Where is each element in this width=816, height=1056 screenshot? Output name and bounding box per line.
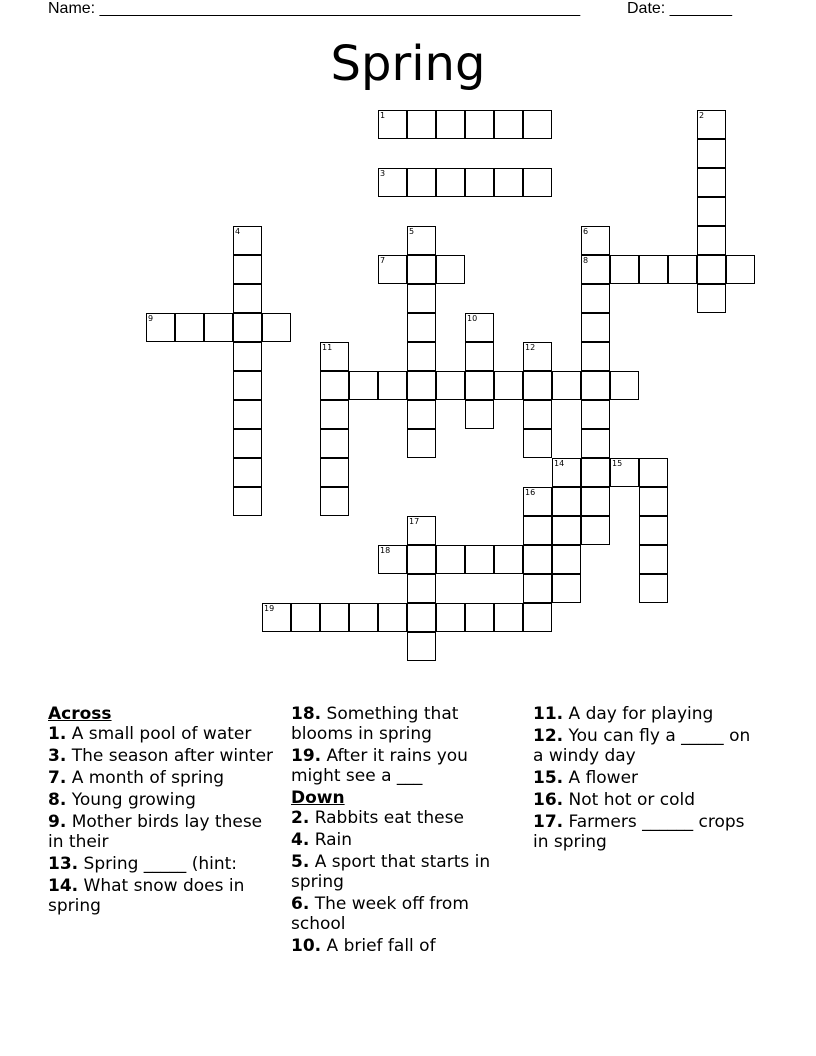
grid-cell[interactable] xyxy=(436,603,465,632)
grid-cell[interactable] xyxy=(436,545,465,574)
grid-cell[interactable] xyxy=(581,487,610,516)
clue-number: 15. xyxy=(533,768,564,788)
grid-cell[interactable] xyxy=(436,371,465,400)
cell-number: 17 xyxy=(409,517,420,526)
clue-text: Rain xyxy=(314,830,353,850)
clue-across-3 xyxy=(48,746,278,766)
cell-number: 3 xyxy=(380,169,386,178)
clue-down-10 xyxy=(291,936,511,956)
grid-cell[interactable] xyxy=(610,371,639,400)
clue-down-11 xyxy=(533,704,763,724)
cell-number: 2 xyxy=(699,111,705,120)
grid-cell[interactable] xyxy=(407,574,436,603)
grid-cell[interactable] xyxy=(465,371,494,400)
clue-number: 5. xyxy=(291,852,310,872)
grid-cell[interactable] xyxy=(697,139,726,168)
grid-cell[interactable] xyxy=(523,516,552,545)
grid-cell[interactable] xyxy=(581,371,610,400)
grid-cell[interactable] xyxy=(523,371,552,400)
clue-number: 11. xyxy=(533,704,564,724)
grid-cell[interactable] xyxy=(233,429,262,458)
grid-cell[interactable] xyxy=(233,255,262,284)
grid-cell[interactable] xyxy=(262,313,291,342)
clue-down-15 xyxy=(533,768,763,788)
clue-text: Young growing xyxy=(71,790,196,810)
grid-cell[interactable] xyxy=(494,168,523,197)
clue-number: 19. xyxy=(291,746,322,766)
cell-number: 19 xyxy=(264,604,275,613)
puzzle-title: Spring xyxy=(330,36,486,92)
clue-text: Mother birds lay these in their xyxy=(48,812,263,852)
clue-text: After it rains you might see a ___ xyxy=(291,746,468,786)
grid-cell[interactable] xyxy=(320,371,349,400)
cell-number: 8 xyxy=(583,256,589,265)
grid-cell[interactable] xyxy=(378,545,407,574)
clue-down-16 xyxy=(533,790,763,810)
grid-cell[interactable] xyxy=(233,487,262,516)
grid-cell[interactable] xyxy=(291,603,320,632)
grid-cell[interactable] xyxy=(349,603,378,632)
grid-cell[interactable] xyxy=(465,342,494,371)
grid-cell[interactable] xyxy=(581,226,610,255)
grid-cell[interactable] xyxy=(407,255,436,284)
clue-text: A flower xyxy=(568,768,639,788)
grid-cell[interactable] xyxy=(581,400,610,429)
grid-cell[interactable] xyxy=(378,603,407,632)
grid-cell[interactable] xyxy=(697,197,726,226)
cell-number: 7 xyxy=(380,256,386,265)
clue-text: A day for playing xyxy=(568,704,714,724)
across-heading: Across xyxy=(48,704,112,724)
clue-number: 14. xyxy=(48,876,79,896)
grid-cell[interactable] xyxy=(407,545,436,574)
grid-cell[interactable] xyxy=(436,255,465,284)
clue-number: 13. xyxy=(48,854,79,874)
grid-cell[interactable] xyxy=(175,313,204,342)
grid-cell[interactable] xyxy=(378,371,407,400)
grid-cell[interactable] xyxy=(465,110,494,139)
clue-across-8 xyxy=(48,790,278,810)
grid-cell[interactable] xyxy=(320,603,349,632)
grid-cell[interactable] xyxy=(523,110,552,139)
grid-cell[interactable] xyxy=(320,342,349,371)
grid-cell[interactable] xyxy=(639,574,668,603)
clue-text: A brief fall of xyxy=(326,936,436,956)
clue-text: Rabbits eat these xyxy=(314,808,464,828)
grid-cell[interactable] xyxy=(407,226,436,255)
grid-cell[interactable] xyxy=(436,168,465,197)
grid-cell[interactable] xyxy=(407,313,436,342)
clue-text: Farmers ______ crops in spring xyxy=(533,812,745,852)
grid-cell[interactable] xyxy=(552,371,581,400)
grid-cell[interactable] xyxy=(146,313,175,342)
cell-number: 5 xyxy=(409,227,415,236)
grid-cell[interactable] xyxy=(697,226,726,255)
clue-number: 9. xyxy=(48,812,67,832)
cell-number: 15 xyxy=(612,459,623,468)
grid-cell[interactable] xyxy=(610,255,639,284)
grid-cell[interactable] xyxy=(523,429,552,458)
clue-down-6 xyxy=(291,894,511,934)
grid-cell[interactable] xyxy=(494,603,523,632)
grid-cell[interactable] xyxy=(581,255,610,284)
grid-cell[interactable] xyxy=(465,545,494,574)
clue-text: A small pool of water xyxy=(71,724,252,744)
grid-cell[interactable] xyxy=(581,284,610,313)
grid-cell[interactable] xyxy=(581,516,610,545)
grid-cell[interactable] xyxy=(407,400,436,429)
grid-cell[interactable] xyxy=(523,487,552,516)
grid-cell[interactable] xyxy=(523,545,552,574)
grid-cell[interactable] xyxy=(233,400,262,429)
grid-cell[interactable] xyxy=(668,255,697,284)
grid-cell[interactable] xyxy=(262,603,291,632)
clue-across-13 xyxy=(48,854,278,874)
grid-cell[interactable] xyxy=(465,400,494,429)
grid-cell[interactable] xyxy=(407,516,436,545)
date-field-label: Date: _______ xyxy=(627,0,732,17)
grid-cell[interactable] xyxy=(523,168,552,197)
clue-number: 2. xyxy=(291,808,310,828)
grid-cell[interactable] xyxy=(233,284,262,313)
cell-number: 18 xyxy=(380,546,391,555)
grid-cell[interactable] xyxy=(378,110,407,139)
clue-number: 18. xyxy=(291,704,322,724)
clue-text: You can fly a _____ on a windy day xyxy=(533,726,751,766)
grid-cell[interactable] xyxy=(465,168,494,197)
grid-cell[interactable] xyxy=(697,284,726,313)
clue-number: 1. xyxy=(48,724,67,744)
grid-cell[interactable] xyxy=(726,255,755,284)
clue-down-4 xyxy=(291,830,511,850)
clue-text: A sport that starts in spring xyxy=(291,852,491,892)
cell-number: 12 xyxy=(525,343,536,352)
grid-cell[interactable] xyxy=(552,545,581,574)
clue-column-3 xyxy=(533,704,763,854)
clue-text: Something that blooms in spring xyxy=(291,704,459,744)
grid-cell[interactable] xyxy=(697,110,726,139)
clue-down-2 xyxy=(291,808,511,828)
grid-cell[interactable] xyxy=(378,168,407,197)
clue-column-1 xyxy=(48,704,278,918)
grid-cell[interactable] xyxy=(494,110,523,139)
down-heading: Down xyxy=(291,788,345,808)
clue-across-9 xyxy=(48,812,278,852)
clue-number: 8. xyxy=(48,790,67,810)
clue-down-17 xyxy=(533,812,763,852)
grid-cell[interactable] xyxy=(494,371,523,400)
grid-cell[interactable] xyxy=(233,458,262,487)
grid-cell[interactable] xyxy=(407,342,436,371)
grid-cell[interactable] xyxy=(233,313,262,342)
clue-column-2 xyxy=(291,704,511,958)
grid-cell[interactable] xyxy=(639,458,668,487)
clue-text: The season after winter xyxy=(71,746,274,766)
clue-number: 6. xyxy=(291,894,310,914)
clue-number: 16. xyxy=(533,790,564,810)
grid-cell[interactable] xyxy=(523,400,552,429)
clue-number: 7. xyxy=(48,768,67,788)
clue-text: What snow does in spring xyxy=(48,876,245,916)
cell-number: 9 xyxy=(148,314,154,323)
clue-across-1 xyxy=(48,724,278,744)
clue-number: 4. xyxy=(291,830,310,850)
grid-cell[interactable] xyxy=(407,371,436,400)
grid-cell[interactable] xyxy=(552,458,581,487)
grid-cell[interactable] xyxy=(407,429,436,458)
grid-cell[interactable] xyxy=(407,110,436,139)
cell-number: 10 xyxy=(467,314,478,323)
cell-number: 11 xyxy=(322,343,333,352)
name-field-label: Name: ______________________________________________________ xyxy=(48,0,581,17)
clue-text: The week off from school xyxy=(291,894,469,934)
grid-cell[interactable] xyxy=(407,284,436,313)
clue-across-18 xyxy=(291,704,511,744)
grid-cell[interactable] xyxy=(407,603,436,632)
grid-cell[interactable] xyxy=(697,168,726,197)
clue-down-5 xyxy=(291,852,511,892)
grid-cell[interactable] xyxy=(523,574,552,603)
grid-cell[interactable] xyxy=(204,313,233,342)
grid-cell[interactable] xyxy=(639,255,668,284)
grid-cell[interactable] xyxy=(639,487,668,516)
grid-cell[interactable] xyxy=(639,516,668,545)
cell-number: 16 xyxy=(525,488,536,497)
clue-across-7 xyxy=(48,768,278,788)
grid-cell[interactable] xyxy=(320,458,349,487)
grid-cell[interactable] xyxy=(320,487,349,516)
cell-number: 6 xyxy=(583,227,589,236)
grid-cell[interactable] xyxy=(436,110,465,139)
cell-number: 1 xyxy=(380,111,386,120)
grid-cell[interactable] xyxy=(407,632,436,661)
grid-cell[interactable] xyxy=(494,545,523,574)
grid-cell[interactable] xyxy=(552,574,581,603)
clue-number: 17. xyxy=(533,812,564,832)
grid-cell[interactable] xyxy=(349,371,378,400)
grid-cell[interactable] xyxy=(581,313,610,342)
grid-cell[interactable] xyxy=(320,429,349,458)
grid-cell[interactable] xyxy=(552,516,581,545)
grid-cell[interactable] xyxy=(320,400,349,429)
clue-number: 12. xyxy=(533,726,564,746)
cell-number: 4 xyxy=(235,227,241,236)
grid-cell[interactable] xyxy=(552,487,581,516)
cell-number: 14 xyxy=(554,459,565,468)
grid-cell[interactable] xyxy=(581,458,610,487)
grid-cell[interactable] xyxy=(465,313,494,342)
grid-cell[interactable] xyxy=(523,342,552,371)
grid-cell[interactable] xyxy=(581,342,610,371)
grid-cell[interactable] xyxy=(378,255,407,284)
grid-cell[interactable] xyxy=(523,603,552,632)
clue-down-12 xyxy=(533,726,763,766)
clue-number: 10. xyxy=(291,936,322,956)
grid-cell[interactable] xyxy=(233,371,262,400)
grid-cell[interactable] xyxy=(610,458,639,487)
grid-cell[interactable] xyxy=(233,342,262,371)
clue-number: 3. xyxy=(48,746,67,766)
grid-cell[interactable] xyxy=(407,168,436,197)
grid-cell[interactable] xyxy=(581,429,610,458)
grid-cell[interactable] xyxy=(465,603,494,632)
grid-cell[interactable] xyxy=(639,545,668,574)
clue-across-19 xyxy=(291,746,511,786)
grid-cell[interactable] xyxy=(233,226,262,255)
clue-across-14 xyxy=(48,876,278,916)
clue-text: Spring _____ (hint: xyxy=(83,854,237,874)
grid-cell[interactable] xyxy=(697,255,726,284)
clue-text: Not hot or cold xyxy=(568,790,696,810)
clue-text: A month of spring xyxy=(71,768,225,788)
